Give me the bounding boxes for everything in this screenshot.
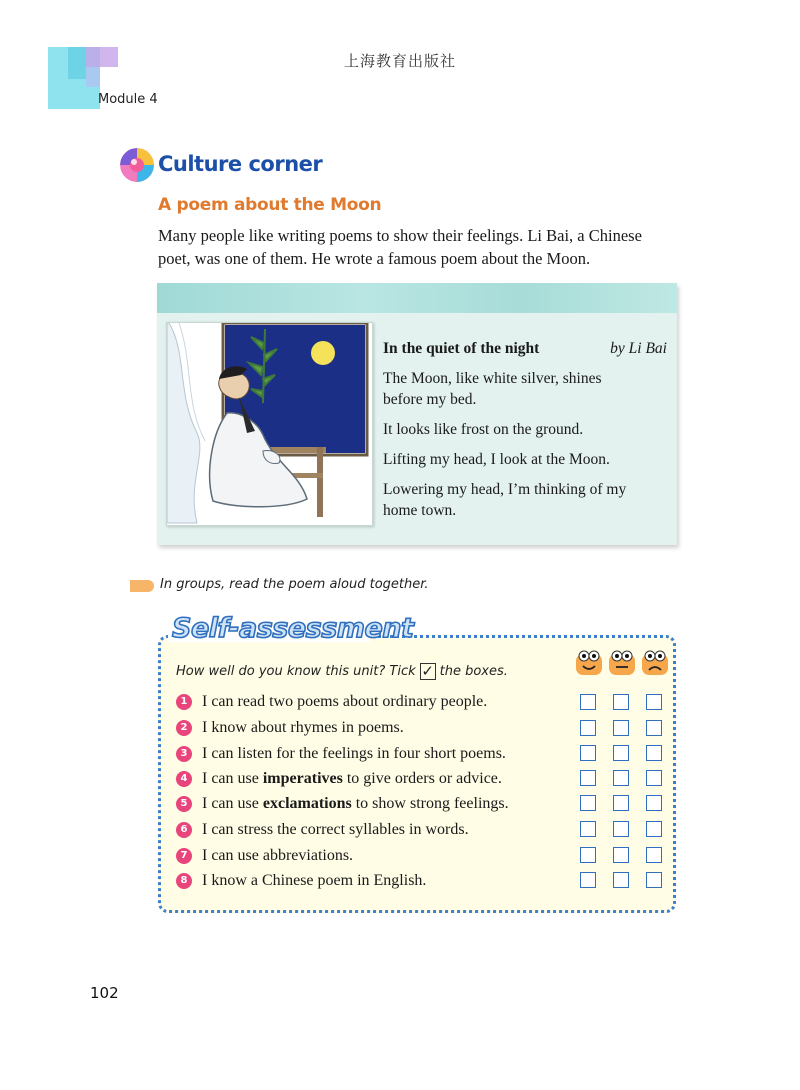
item-number-badge: 7: [176, 848, 192, 864]
poem-line-text: Lifting my head, I look at the Moon.: [383, 451, 610, 468]
rating-checkbox-sad[interactable]: [646, 720, 662, 736]
rating-checkbox-happy[interactable]: [580, 720, 596, 736]
section-subtitle: A poem about the Moon: [158, 195, 382, 215]
statement-text: I can stress the correct syllables in words.: [202, 821, 469, 838]
rating-checkbox-neutral[interactable]: [613, 847, 629, 863]
rating-checkbox-sad[interactable]: [646, 795, 662, 811]
assessment-statement: [202, 821, 666, 839]
poem-stanza-line: [383, 368, 673, 410]
poem-line-text: home town.: [383, 502, 457, 519]
assessment-statement: [202, 770, 666, 788]
rating-checkbox-happy[interactable]: [580, 847, 596, 863]
item-number-badge: 6: [176, 822, 192, 838]
statement-text: I can use: [202, 795, 263, 812]
statement-text: I know a Chinese poem in English.: [202, 872, 427, 889]
self-assessment-prompt: [176, 663, 508, 680]
rating-checkbox-neutral[interactable]: [613, 694, 629, 710]
rating-checkbox-happy[interactable]: [580, 795, 596, 811]
assessment-statement: [202, 745, 666, 763]
intro-paragraph: [158, 224, 678, 270]
sad-face-icon: [641, 650, 669, 676]
item-number-badge: 1: [176, 694, 192, 710]
assessment-statement: [202, 872, 666, 890]
instruction-marker-icon: [130, 580, 154, 592]
globe-icon: [120, 148, 154, 182]
poem-panel: [157, 283, 677, 545]
poem-line-text: It looks like frost on the ground.: [383, 421, 584, 438]
rating-checkbox-sad[interactable]: [646, 770, 662, 786]
prompt-text: the boxes.: [439, 664, 508, 679]
rating-checkbox-neutral[interactable]: [613, 720, 629, 736]
rating-checkbox-sad[interactable]: [646, 872, 662, 888]
instruction-text: In groups, read the poem aloud together.: [160, 577, 429, 592]
tick-mark: ✓: [421, 662, 434, 680]
rating-checkbox-neutral[interactable]: [613, 872, 629, 888]
poem-stanza-line: [383, 449, 673, 470]
item-number-badge: 5: [176, 796, 192, 812]
assessment-statement: [202, 693, 666, 711]
statement-text: I can read two poems about ordinary people.: [202, 693, 488, 710]
happy-face-icon: [575, 650, 603, 676]
rating-checkbox-sad[interactable]: [646, 821, 662, 837]
rating-checkbox-neutral[interactable]: [613, 770, 629, 786]
statement-text: to show strong feelings.: [351, 795, 509, 812]
rating-checkbox-happy[interactable]: [580, 821, 596, 837]
prompt-text: How well do you know this unit? Tick: [176, 664, 416, 679]
rating-checkbox-happy[interactable]: [580, 872, 596, 888]
statement-keyword: exclamations: [262, 795, 352, 812]
rating-checkbox-happy[interactable]: [580, 745, 596, 761]
page-number: 102: [90, 984, 119, 1002]
assessment-statement: [202, 847, 666, 865]
statement-text: I can use abbreviations.: [202, 847, 354, 864]
statement-text: I know about rhymes in poems.: [202, 719, 404, 736]
poem-line-text: The Moon, like white silver, shines: [383, 370, 602, 387]
item-number-badge: 3: [176, 746, 192, 762]
rating-checkbox-neutral[interactable]: [613, 821, 629, 837]
statement-text: I can listen for the feelings in four short poems.: [202, 745, 506, 762]
module-label: Module 4: [98, 92, 158, 107]
li-bai-illustration: [166, 322, 373, 526]
rating-checkbox-sad[interactable]: [646, 847, 662, 863]
poem-title: In the quiet of the night: [383, 340, 540, 357]
item-number-badge: 8: [176, 873, 192, 889]
poem-author: by Li Bai: [610, 340, 667, 357]
item-number-badge: 2: [176, 720, 192, 736]
rating-checkbox-neutral[interactable]: [613, 795, 629, 811]
neutral-face-icon: [608, 650, 636, 676]
intro-line: poet, was one of them. He wrote a famous poem about the Moon.: [158, 249, 591, 268]
poem-stanza-line: [383, 479, 673, 521]
rating-checkbox-happy[interactable]: [580, 770, 596, 786]
publisher-name: 上海教育出版社: [343, 52, 456, 70]
rating-checkbox-neutral[interactable]: [613, 745, 629, 761]
intro-line: Many people like writing poems to show their feelings. Li Bai, a Chinese: [158, 226, 642, 245]
poem-line-text: Lowering my head, I’m thinking of my: [383, 481, 627, 498]
item-number-badge: 4: [176, 771, 192, 787]
statement-text: I can use: [202, 770, 263, 787]
rating-checkbox-happy[interactable]: [580, 694, 596, 710]
poem-stanza-line: [383, 419, 673, 440]
section-title: Culture corner: [158, 152, 323, 176]
statement-text: to give orders or advice.: [342, 770, 502, 787]
poem-text: [383, 338, 673, 530]
self-assessment-title: Self-assessment: [172, 613, 414, 644]
assessment-statement: [202, 719, 666, 737]
rating-checkbox-sad[interactable]: [646, 745, 662, 761]
panel-header-strip: [157, 283, 677, 313]
assessment-statement: [202, 795, 666, 813]
poem-line-text: before my bed.: [383, 391, 477, 408]
tick-example-icon: [420, 663, 436, 680]
statement-keyword: imperatives: [262, 770, 343, 787]
rating-checkbox-sad[interactable]: [646, 694, 662, 710]
